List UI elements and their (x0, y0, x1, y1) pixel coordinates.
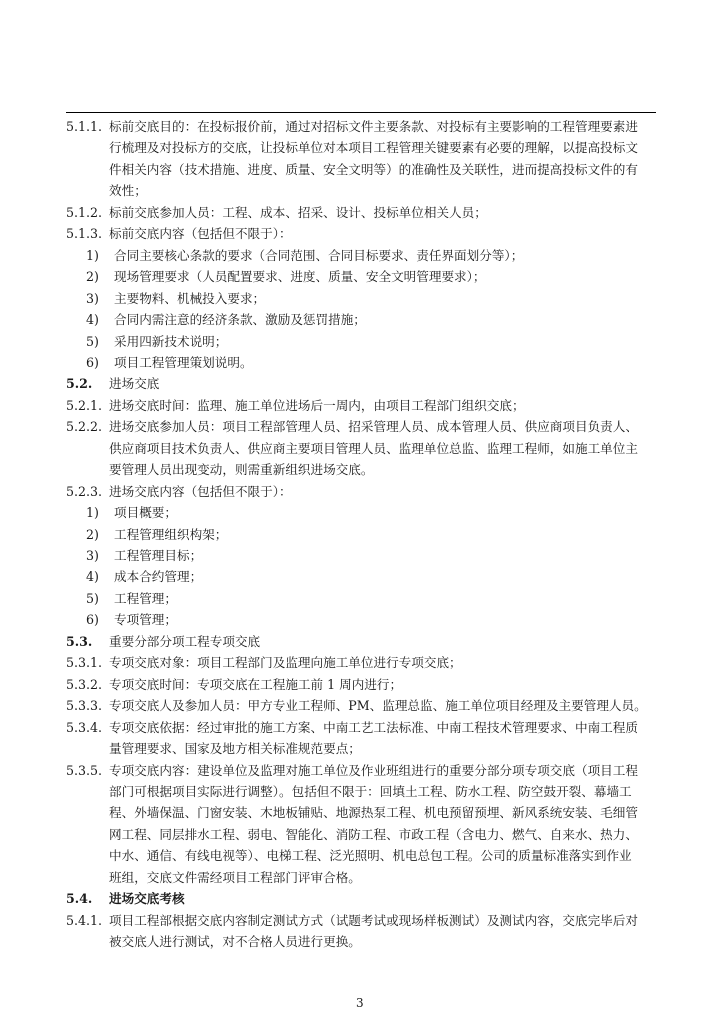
list-text: 主要物料、机械投入要求； (114, 290, 266, 306)
continuation-line: 中水、通信、有线电视等）、电梯工程、泛光照明、机电总包工程。公司的质量标准落实到作业 (109, 848, 632, 864)
section-text: 专项交底依据：经过审批的施工方案、中南工艺工法标准、中南工程技术管理要求、中南工程质 (109, 719, 638, 735)
section-line (66, 892, 185, 906)
list-text: 采用四新技术说明； (114, 333, 228, 349)
list-item (66, 613, 666, 627)
list-number: 3) (86, 290, 99, 306)
list-item (66, 292, 666, 306)
section-line (66, 914, 638, 928)
section-text: 标前交底参加人员：工程、成本、招采、设计、投标单位相关人员； (109, 204, 487, 220)
section-text: 重要分部分项工程专项交底 (109, 633, 261, 649)
list-item (66, 549, 666, 563)
continuation-line: 供应商项目技术负责人、供应商主要项目管理人员、监理单位总监、监理工程师，如施工单位主 (109, 440, 638, 456)
section-line (66, 656, 462, 670)
list-item (66, 356, 666, 370)
list-item (66, 570, 666, 584)
section-text: 项目工程部根据交底内容制定测试方式（试题考试或现场样板测试）及测试内容，交底完毕后对 (109, 912, 638, 928)
section-line (66, 227, 292, 241)
list-number: 4) (86, 312, 99, 327)
continuation-line: 部门可根据项目实际进行调整）。包括但不限于：回填土工程、防水工程、防空鼓开裂、幕墙工 (109, 783, 632, 799)
list-number: 1) (86, 505, 99, 521)
header-rule (66, 112, 656, 113)
list-number: 5) (86, 590, 99, 606)
list-text: 项目概要； (114, 505, 177, 521)
section-number: 5.3.5. (66, 762, 103, 778)
section-text: 进场交底 (109, 376, 160, 392)
section-text: 进场交底参加人员：项目工程部管理人员、招采管理人员、成本管理人员、供应商项目负责人、 (109, 419, 638, 435)
continuation-line: 被交底人进行测试，对不合格人员进行更换。 (109, 934, 361, 950)
section-line (66, 420, 638, 434)
section-number: 5.3.3. (66, 698, 103, 714)
list-item (66, 592, 666, 606)
list-text: 工程管理目标； (114, 548, 203, 563)
section-text: 标前交底目的：在投标报价前，通过对招标文件主要条款、对投标有主要影响的工程管理要素进 (109, 119, 638, 134)
section-text: 进场交底内容（包括但不限于）： (109, 483, 292, 499)
section-text: 专项交底对象：项目工程部门及监理向施工单位进行专项交底； (109, 655, 462, 671)
list-number: 1) (86, 247, 99, 263)
continuation-line: 效性； (109, 183, 147, 199)
list-text: 合同内需注意的经济条款、激励及惩罚措施； (114, 312, 366, 327)
continuation-line: 要管理人员出现变动，则需重新组织进场交底。 (109, 462, 374, 478)
list-text: 合同主要核心条款的要求（合同范围、合同目标要求、责任界面划分等）； (114, 247, 524, 263)
list-text: 工程管理； (114, 590, 177, 606)
section-number: 5.3.1. (66, 655, 103, 671)
section-number: 5.1.3. (66, 226, 103, 242)
continuation-line: 网工程、同层排水工程、弱电、智能化、消防工程、市政工程（含电力、燃气、自来水、热力、 (109, 826, 638, 842)
section-text: 专项交底内容：建设单位及监理对施工单位及作业班组进行的重要分部分项专项交底（项目工程 (109, 762, 638, 778)
section-number: 5.3.4. (66, 719, 103, 735)
section-line (66, 678, 402, 692)
section-line (66, 764, 638, 778)
section-line (66, 635, 260, 649)
section-number: 5.3.2. (66, 676, 103, 692)
continuation-line: 行梳理及对投标方的交底，让投标单位对本项目工程管理关键要素有必要的理解，以提高投标文 (109, 140, 638, 156)
list-item (66, 335, 666, 349)
continuation-line: 程、外墙保温、门窗安装、木地板铺贴、地源热泵工程、机电预留预埋、新风系统安装、毛细管 (109, 805, 638, 821)
section-text: 进场交底考核 (109, 891, 185, 907)
list-item (66, 270, 666, 284)
section-line (66, 485, 292, 499)
section-text: 专项交底时间：专项交底在工程施工前 1 周内进行； (109, 676, 403, 692)
continuation-line: 件相关内容（技术措施、进度、质量、安全文明等）的准确性及关联性，进而提高投标文件的有 (109, 161, 638, 177)
list-item (66, 506, 666, 520)
section-number: 5.4. (66, 891, 93, 907)
section-line (66, 206, 487, 220)
section-number: 5.3. (66, 633, 93, 649)
page-number: 3 (356, 996, 364, 1010)
section-number: 5.2.1. (66, 397, 103, 413)
section-text: 进场交底时间：监理、施工单位进场后一周内，由项目工程部门组织交底； (109, 397, 525, 413)
list-item (66, 528, 666, 542)
section-line (66, 721, 638, 735)
list-text: 工程管理组织构架； (114, 526, 228, 542)
list-number: 6) (86, 354, 99, 370)
continuation-line: 班组，交底文件需经项目工程部门评审合格。 (109, 869, 361, 885)
list-number: 3) (86, 548, 99, 563)
list-number: 4) (86, 569, 99, 585)
list-number: 2) (86, 269, 99, 285)
section-number: 5.2.2. (66, 419, 103, 435)
section-number: 5.2.3. (66, 483, 103, 499)
list-number: 5) (86, 333, 99, 349)
section-line (66, 699, 647, 713)
list-text: 现场管理要求（人员配置要求、进度、质量、安全文明管理要求）； (114, 269, 486, 285)
list-text: 成本合约管理； (114, 569, 203, 585)
list-text: 专项管理； (114, 612, 177, 628)
list-number: 2) (86, 526, 99, 542)
continuation-line: 量管理要求、国家及地方相关标准规范要点； (109, 741, 361, 756)
section-number: 5.2. (66, 376, 93, 392)
section-number: 5.4.1. (66, 912, 103, 928)
list-item (66, 249, 666, 263)
section-line (66, 399, 525, 413)
list-text: 项目工程管理策划说明。 (114, 354, 253, 370)
section-line (66, 377, 159, 391)
list-item (66, 313, 666, 327)
list-number: 6) (86, 612, 99, 628)
section-text: 专项交底人及参加人员：甲方专业工程师、PM、监理总监、施工单位项目经理及主要管理人员。 (109, 698, 647, 714)
section-number: 5.1.1. (66, 119, 103, 134)
section-text: 标前交底内容（包括但不限于）： (109, 226, 292, 242)
section-number: 5.1.2. (66, 204, 103, 220)
section-line (66, 120, 638, 134)
